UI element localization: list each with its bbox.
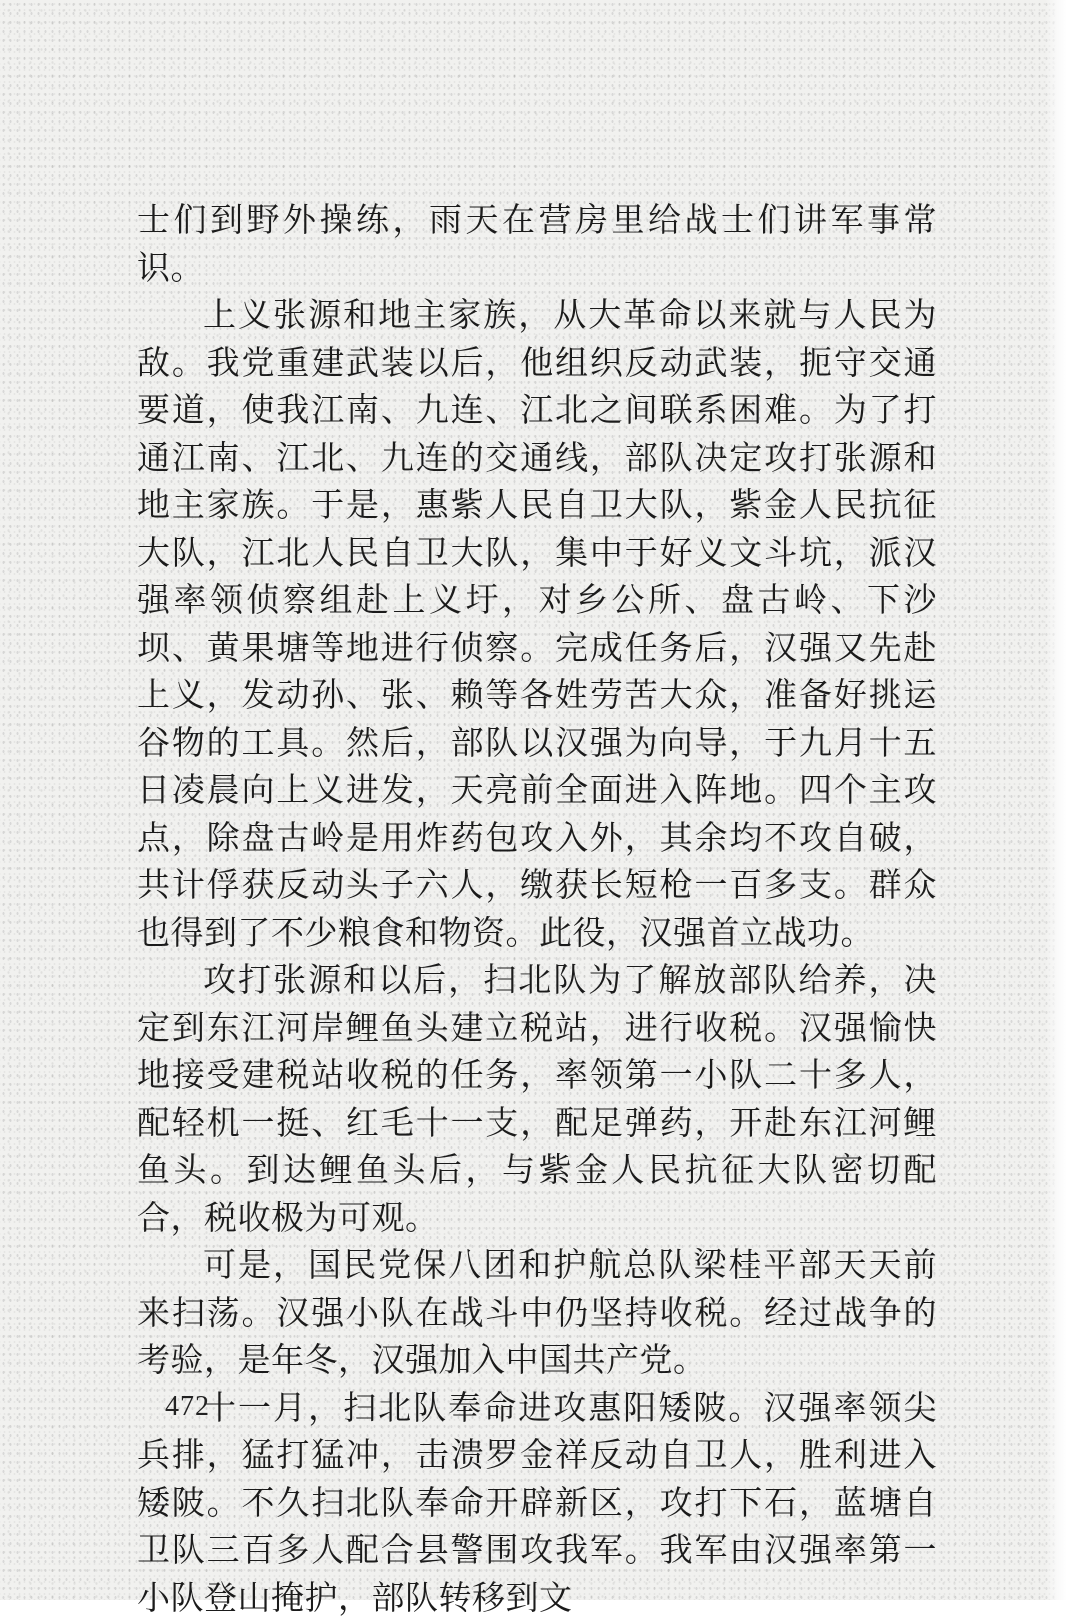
page-edge: [1045, 0, 1067, 1600]
paragraph-continuation: 士们到野外操练，雨天在营房里给战士们讲军事常识。: [137, 196, 937, 291]
paragraph-join-party: 可是，国民党保八团和护航总队梁桂平部天天前来扫荡。汉强小队在战斗中仍坚持收税。经过战争的考验，是年冬，汉强加入中国共产党。: [137, 1241, 937, 1384]
paragraph-tax-station: 攻打张源和以后，扫北队为了解放部队给养，决定到东江河岸鲤鱼头建立税站，进行收税。汉强愉快地接受建税站收税的任务，率领第一小队二十多人，配轻机一挺、红毛十一支，配足弹药，开赴东江河鲤鱼头。到达鲤鱼头后，与紫金人民抗征大队密切配合，税收极为可观。: [137, 956, 937, 1241]
paragraph-shangyi-battle: 上义张源和地主家族，从大革命以来就与人民为敌。我党重建武装以后，他组织反动武装，扼守交通要道，使我江南、九连、江北之间联系困难。为了打通江南、江北、九连的交通线，部队决定攻打张源和地主家族。于是，惠紫人民自卫大队，紫金人民抗征大队，江北人民自卫大队，集中于好义文斗坑，派汉强率领侦察组赴上义圩，对乡公所、盘古岭、下沙坝、黄果塘等地进行侦察。完成任务后，汉强又先赴上义，发动孙、张、赖等各姓劳苦大众，准备好挑运谷物的工具。然后，部队以汉强为向导，于九月十五日凌晨向上义进发，天亮前全面进入阵地。四个主攻点，除盘古岭是用炸药包攻入外，其余均不攻自破，共计俘获反动头子六人，缴获长短枪一百多支。群众也得到了不少粮食和物资。此役，汉强首立战功。: [137, 291, 937, 956]
body-text: [137, 196, 937, 1621]
paragraph-november-attack: 十一月，扫北队奉命进攻惠阳矮陂。汉强率领尖兵排，猛打猛冲，击溃罗金祥反动自卫人，胜利进入矮陂。不久扫北队奉命开辟新区，攻打下石，蓝塘自卫队三百多人配合县警围攻我军。我军由汉强率第一小队登山掩护，部队转移到文: [137, 1384, 937, 1621]
page-number: 472: [165, 1391, 210, 1423]
